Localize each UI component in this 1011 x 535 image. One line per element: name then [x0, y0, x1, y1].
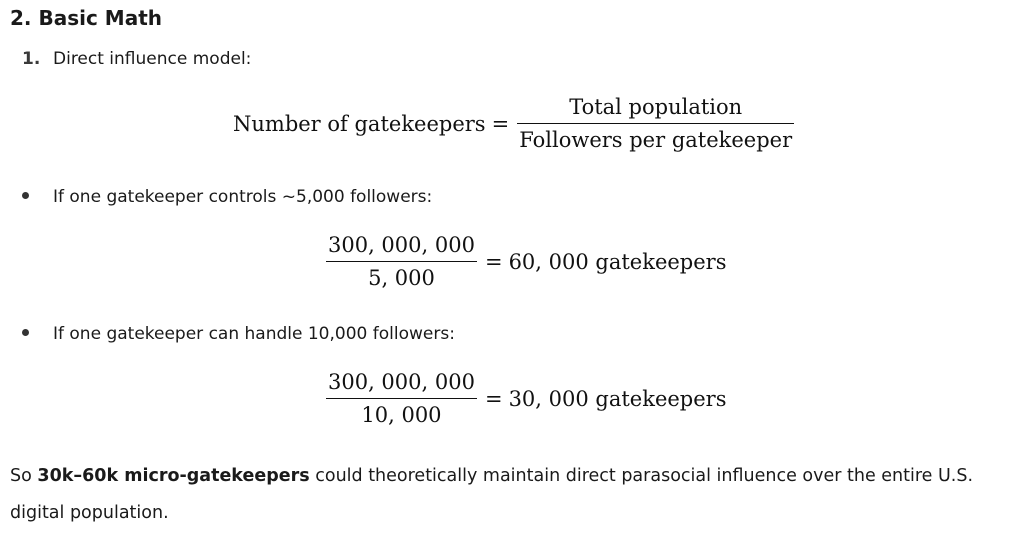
- conclusion-prefix: So: [10, 466, 38, 486]
- equals-sign: =: [484, 249, 503, 274]
- formula-10000: [326, 368, 727, 429]
- bullet-text: If one gatekeeper can handle 10,000 followers:: [53, 324, 455, 344]
- bullet-text: If one gatekeeper controls ~5,000 followers:: [53, 187, 433, 207]
- fraction-numerator: 300, 000, 000: [326, 231, 477, 262]
- ordered-list-item: [22, 46, 251, 72]
- formula-lhs: Number of gatekeepers: [233, 111, 486, 136]
- section-heading: 2. Basic Math: [10, 6, 162, 30]
- fraction-denominator: 5, 000: [368, 266, 435, 290]
- fraction-numerator: Total population: [517, 93, 794, 124]
- fraction: [326, 231, 477, 292]
- fraction-denominator: Followers per gatekeeper: [519, 128, 793, 152]
- equals-sign: =: [491, 111, 510, 136]
- fraction: [326, 368, 477, 429]
- bullet-icon: [22, 192, 29, 199]
- fraction-numerator: 300, 000, 000: [326, 368, 477, 399]
- conclusion-suffix: could theoretically maintain direct parasocial influence over the entire U.S. digital population.: [10, 466, 974, 523]
- list-item-label: Direct influence model:: [53, 49, 252, 69]
- list-number: 1.: [22, 49, 41, 69]
- formula-5000: [326, 231, 727, 292]
- formula-result: 60, 000 gatekeepers: [508, 249, 727, 274]
- conclusion-emphasis: 30k–60k micro-gatekeepers: [37, 466, 310, 486]
- formula-result: 30, 000 gatekeepers: [508, 386, 727, 411]
- conclusion-paragraph: [10, 458, 1005, 532]
- bullet-item: [22, 184, 432, 210]
- fraction: [517, 93, 794, 154]
- bullet-item: [22, 321, 455, 347]
- bullet-icon: [22, 329, 29, 336]
- equals-sign: =: [484, 386, 503, 411]
- fraction-denominator: 10, 000: [361, 403, 442, 427]
- formula-general: [233, 93, 794, 154]
